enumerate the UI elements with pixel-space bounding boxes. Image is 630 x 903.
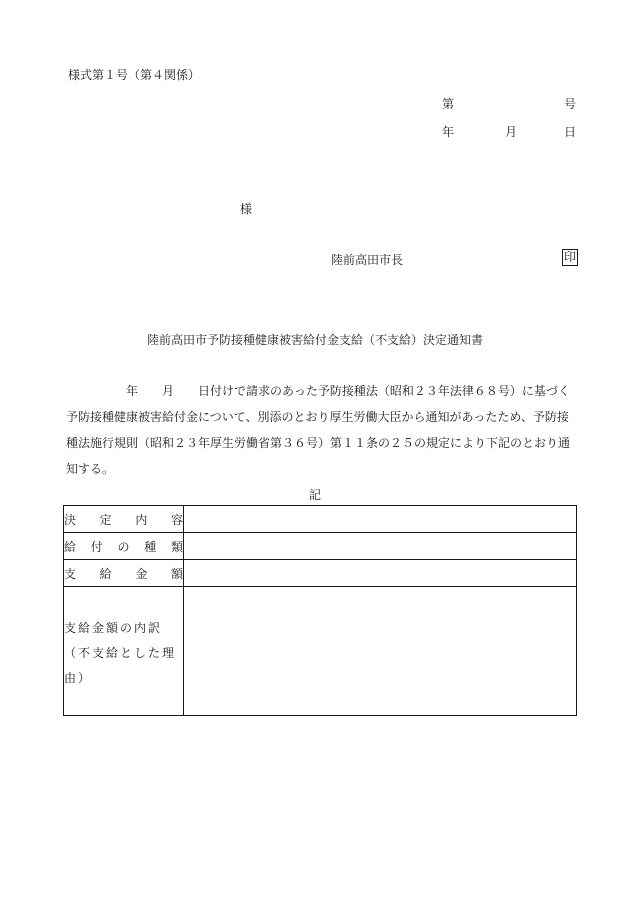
label-char: の (117, 539, 130, 554)
label-char: 給 (99, 566, 112, 581)
ki-heading: 記 (308, 488, 321, 502)
decision-table (63, 505, 577, 716)
date-day-label: 日 (564, 125, 577, 139)
label-char: 定 (99, 512, 112, 527)
body-year: 年 (126, 384, 139, 398)
addressee-honorific: 様 (240, 202, 253, 216)
table-row (64, 560, 577, 587)
label-char: 支 (64, 566, 77, 581)
label-char: 種 (144, 539, 157, 554)
label-char: 額 (170, 566, 183, 581)
table-row (64, 533, 577, 560)
decision-value-cell[interactable] (184, 506, 577, 533)
body-paragraph (66, 378, 578, 482)
row-label-payment-amount (64, 560, 184, 587)
breakdown-label: 支給金額の内訳（不支給とした理由） (64, 621, 177, 685)
label-char: 内 (135, 512, 148, 527)
label-char: 容 (170, 512, 183, 527)
body-month: 月 (162, 384, 175, 398)
row-label-decision (64, 506, 184, 533)
row-label-benefit-type (64, 533, 184, 560)
label-char: 給 (64, 539, 77, 554)
breakdown-value-cell[interactable] (184, 587, 577, 716)
document-title: 陸前高田市予防接種健康被害給付金支給（不支給）決定通知書 (146, 333, 483, 347)
label-char: 付 (90, 539, 103, 554)
label-char: 金 (135, 566, 148, 581)
label-char: 類 (170, 539, 183, 554)
date-year-label: 年 (442, 125, 455, 139)
table-row (64, 506, 577, 533)
number-label-go: 号 (564, 97, 577, 111)
date-month-label: 月 (505, 125, 518, 139)
body-text: 日付けで請求のあった予防接種法（昭和２３年法律６８号）に基づく予防接種健康被害給付金について、別添のとおり厚生労働大臣から通知があったため、予防接種法施行規則（昭和２３年厚生労働省第３６号）第１１条の２５の規定により下記のとおり通知する。 (66, 384, 571, 476)
payment-amount-value-cell[interactable] (184, 560, 577, 587)
table-row (64, 587, 577, 716)
row-label-breakdown (64, 587, 184, 716)
form-number: 様式第１号（第４関係） (68, 68, 201, 82)
number-label-dai: 第 (442, 97, 455, 111)
seal-mark: 印 (564, 250, 577, 264)
benefit-type-value-cell[interactable] (184, 533, 577, 560)
issuer-name: 陸前高田市長 (331, 253, 404, 267)
label-char: 決 (64, 512, 77, 527)
